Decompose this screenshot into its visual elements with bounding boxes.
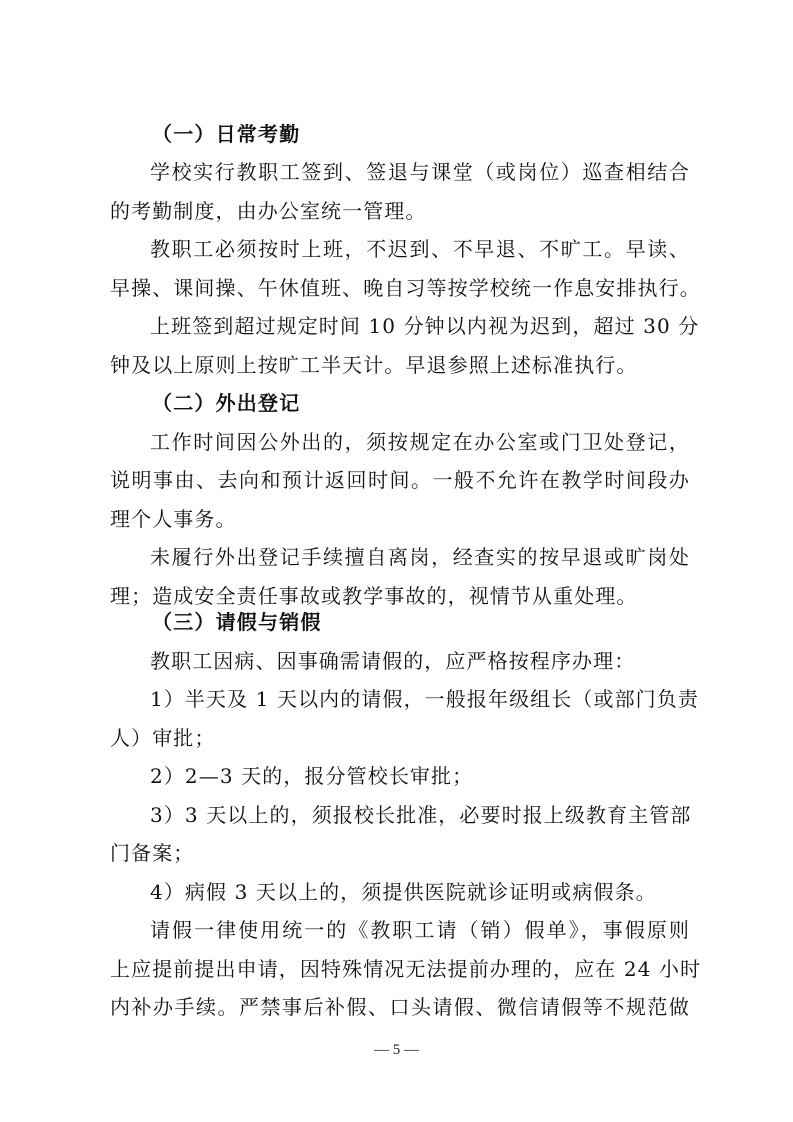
paragraph-line: 钟及以上原则上按旷工半天计。早退参照上述标准执行。: [110, 353, 638, 377]
paragraph-line: 教职工必须按时上班，不迟到、不早退、不旷工。早读、: [150, 237, 690, 261]
paragraph-line: 上班签到超过规定时间 10 分钟以内视为迟到，超过 30 分: [150, 314, 700, 338]
list-item-line: 2）2—3 天的，报分管校长审批；: [150, 764, 474, 788]
list-item-line: 4）病假 3 天以上的，须提供医院就诊证明或病假条。: [150, 880, 657, 904]
list-item-line: 门备案；: [110, 841, 195, 865]
paragraph-line: 早操、课间操、午休值班、晚自习等按学校统一作息安排执行。: [110, 276, 701, 300]
paragraph-line: 学校实行教职工签到、签退与课堂（或岗位）巡查相结合: [150, 160, 690, 184]
paragraph-line: 请假一律使用统一的《教职工请（销）假单》，事假原则: [150, 918, 690, 942]
paragraph-line: 未履行外出登记手续擅自离岗，经查实的按早退或旷岗处: [150, 545, 690, 569]
paragraph-line: 理；造成安全责任事故或教学事故的，视情节从重处理。: [110, 584, 638, 608]
list-item-line: 3）3 天以上的，须报校长批准，必要时报上级教育主管部: [150, 803, 692, 827]
page-number: — 5 —: [374, 1042, 419, 1058]
section-heading-outing-registration: （二）外出登记: [152, 391, 301, 415]
paragraph-line: 内补办手续。严禁事后补假、口头请假、微信请假等不规范做: [110, 995, 690, 1019]
paragraph-line: 的考勤制度，由办公室统一管理。: [110, 199, 427, 223]
list-item-line: 1）半天及 1 天以内的请假，一般报年级组长（或部门负责: [150, 687, 699, 711]
paragraph-line: 教职工因病、因事确需请假的，应严格按程序办理：: [150, 649, 636, 673]
paragraph-line: 理个人事务。: [110, 507, 237, 531]
paragraph-line: 上应提前提出申请，因特殊情况无法提前办理的，应在 24 小时: [110, 957, 702, 981]
section-heading-daily-attendance: （一）日常考勤: [152, 122, 301, 146]
list-item-line: 人）审批；: [110, 726, 216, 750]
paragraph-line: 工作时间因公外出的，须按规定在办公室或门卫处登记，: [150, 430, 690, 454]
section-heading-leave: （三）请假与销假: [152, 610, 322, 634]
paragraph-line: 说明事由、去向和预计返回时间。一般不允许在教学时间段办: [110, 468, 690, 492]
